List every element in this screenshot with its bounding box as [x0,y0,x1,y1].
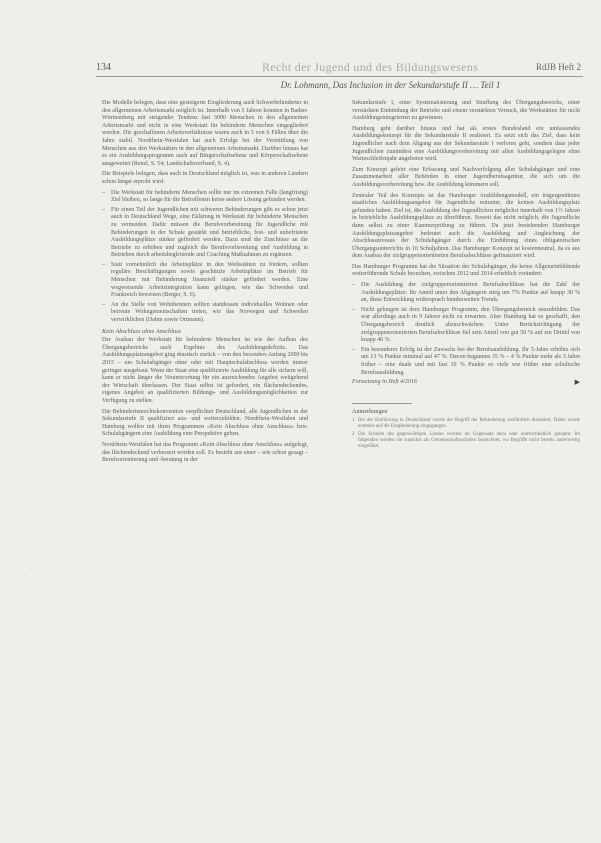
paragraph: Zum Konzept gehört eine Erfassung und Nachverfolgung aller Schulabgänger und eine Zusammenarbeit aller Behörden in einer Jugendberufsagentur, die sich um die Ausbildungsvorbereitung bzw. die Ausbildung kümmern soll. [352,166,580,188]
paragraph: Das Hamburger Programm hat die Situation der Schulabgänger, die keine Allgemeinbildende weiterführende Schule besuchen, zwischen 2012 und 2014 erheblich verändert: [352,263,580,278]
paragraph: Die Modelle belegen, dass eine gesteigerte Eingliederung auch Schwerbehinderter in den allgemeinen Arbeitsmarkt möglich ist. Innerhalb von 5 Jahren konnten in Baden-Württemberg mit steigender Tendenz fast 3000 Menschen in den allgemeinen Arbeitsmarkt und nicht in eine Werkstatt für behinderte Menschen eingegliedert werden. Die geschaffenen Arbeitsverhältnisse waren auch in 5 von 6 Fällen über die Jahre stabil. Nordrhein-Westfalen hat auch Erfolge bei der Vermittlung von Menschen aus den Werkstätten in den allgemeinen Arbeitsmarkt. Darüber hinaus hat es ein Ausbildungsprogramm auch auf Bürgerschaftsebene und Körperschaftsebene ausgeweitet (Renzl, S. 54; Landschaftsverband, S. 4). [102,100,308,167]
footnote [352,418,580,430]
paragraph: Hamburg geht darüber hinaus und hat als erstes Bundesland ein umfassendes Ausbildungskonzept für die Sekundarstufe II realisiert. Es setzt sich das Ziel, dass kein Jugendlicher nach dem Abgang aus der Sekundarstufe I verloren geht, sondern dass jeder Jugendlichen zumindest eine Ausbildungsvorbereitung mit allen Ausbildungsgelegen ohne Warteschleifenjahr angeboten wird. [352,125,580,163]
list-item: – Die Ausbildung der zielgruppenorientierten Berufsabschlüsse hat die Zahl der Ausbildungsplätze: Ihr Anteil unter den Abgängern stieg um 7% Punkte auf knapp 30 % an, diese Entwicklung widersprach bundesweiten Trends. [352,282,580,305]
list-item: – Nicht gelungen ist dem Hamburger Programm, den Übergangsbereich auszubilden. Das war allerdings auch in 9 Jahren nicht zu erwarten. Aber Hamburg hat es geschafft, den Übergangsbereich deutlich abzuschwächen. Unter Berücksichtigung der zielgruppenorientierten Berufsabschlüsse fiel sein Anteil von gut 50 % auf ein Drittel von knapp 40 %. [352,307,580,345]
continuation-row [352,379,580,387]
header-rule [96,76,583,77]
list-item: – Statt vornehmlich die Arbeitsplätze in den Werkstätten zu fördern, sollten reguläre Beschäftigungen sowie geschützte Arbeitsplätze im Betrieb für Menschen mit Behinderung finanziell stärker gefördert werden. Eine wegweisende Arbeitsintegration kann gelingen, wie das Schweden und Frankreich beweisen (Berger, S. 6). [102,262,308,300]
margin-mark: · [24,573,26,579]
paragraph: Der Ausbau der Werkstatt für behinderte Menschen ist wie der Aufbau des Übergangsbereichs auch Ergebnis des Ausbildungsdefizits. Das Ausbildungsplatzangebot ging drastisch zurück – von den besonders Anfang 2000 bis 2015 – um Schulabgänger ohne oder mit Hauptschulabschluss werden immer geringer ausgebaut. Wenn der Staat eine qualifizierte Ausbildung für alle sichern will, kann er nicht länger die Verantwortung für ein ausreichendes Angebot weitgehend der Wirtschaft überlassen. Der Staat selbst ist gefordert, ein flächendeckendes, eigenes Angebot an qualifizierten Bildungs- und Ausbildungsmöglichkeiten zur Verfügung zu stellen. [102,337,308,404]
page-number: 134 [96,62,111,73]
paragraph: Sekundarstufe I, einer Systematisierung und Straffung des Übergangsbereichs, einer verstärkten Einbindung der Betriebe und einem verstärkten Versuch, die Werkstätten für nicht Ausbildungsintegrierten zu gewinnen. [352,100,580,122]
footnote [352,432,580,450]
section-heading: Kein Abschluss ohne Anschluss [102,327,182,335]
paragraph: Nordrhein-Westfalen hat das Programm »Kein Abschluss ohne Anschluss« aufgelegt, das flächendeckend verbessert werden soll. Es besteht aus einer – wie schon gesagt – Berufsorientierung und -beratung in der [102,441,308,464]
list-item: – Für einen Teil der Jugendlichen mit schweren Behinderungen gibt es schon jetzt auch in Deutschland Wege, eine Eklärung in Werkstatt für behinderte Menschen zu vermeiden. Dafür müssen die Berufsvorbereitung für Jugendliche mit Behinderungen in der Schule gestärkt und betriebliche, fest- und unbefristete Ausbildungsplätze stärker gefördert werden. Dazu sind die Zuschüsse an die Betriebe zu erhöhen und zugleich die Berufsvorbereitung und Ausbildung in Betrieben durch arbeitsbegleitende und Coaching Maßnahmen zu ergänzen. [102,207,308,260]
journal-title: Recht der Jugend und des Bildungswesens [262,60,479,74]
list-item: – Die Werkstatt für behinderte Menschen sollte nur im extremen Falle (langfristig) Ziel bleiben, so lange für die Betroffenen keine andere Lösung gefunden werden. [102,190,308,205]
left-column [102,100,308,468]
paragraph: Die Beispiele belegen, dass auch in Deutschland möglich ist, was in anderen Ländern schon längst erprobt wird: [102,171,308,185]
footnote-text: Die Schulen des gegenwärtigen Landes werden im Gegensatz dazu oder unterschiedlich genannt. Im folgenden werden sie zunächst als Gemeinschaftsschulen bezeichnet, wo Begriffe nicht bereits anderweitig eingeführt. [358,432,580,450]
footnote-rule [352,403,412,404]
paragraph: Die Behindertenrechtskonvention verpflichtet Deutschland, alle Jugendlichen in der Sekundarstufe II qualifiziert aus- und weiterzubilden. Nordrhein-Westfalen und Hamburg wollen mit ihren Programmen »Kein Abschluss ohne Anschluss« bzw. Schulabgängern eine Ausbildung eine Perspektive geben. [102,408,308,438]
footnote-number: 2 [352,432,355,438]
right-column [352,100,580,452]
issue-label: RdJB Heft 2 [536,62,581,72]
footnotes-heading: Anmerkungen [352,407,388,415]
list-item: – An die Stelle von Wohnheimen sollten stattdessen individuelles Wohnen oder betreute Wohngemeinschaften treten, wie das Norwegen und Schweden verwirklichen (Dahm sowie Ortmann). [102,302,308,325]
footnote-number: 1 [352,418,355,424]
arrow-right-icon: ▶ [574,378,580,387]
paragraph: Zentraler Teil des Konzepts ist das Hamburger Ausbildungsmodell, ein trägergestütztes staatliches Ausbildungsangebot für Jugendliche mitunter, die keinen Ausbildungsplatz gefunden haben. Ziel ist, die Ausbildung der Jugendlichen möglichst innerhalb von 1½ Jahren in betriebliche Ausbildungsplätze zu überführen. Soweit das nicht möglich, die Jugendliche dann selbst zu einer Kammerprüfung zu führen. Da jetzt bestehenden Hamburger Ausbildungsplatzangebot bedeutet auch die Ausbildung und Angleichung der Abschlussniveaus der Schulabgänger durch die Einführung eines obligatorischen Übergangsunterrichts in 10 Schuljahren. Das Hamburger Konzept ist kostenneutral, da es aus dem Ausbau der zielgruppenorientierten Berufsabschlüsse gefinanziert wird. [352,192,580,260]
list-item: – Ein besonderer Erfolg ist der Zuwachs bei der Berufsausbildung. Ihr 5-Jahre erhöhte sich um 13 % Punkte minimal auf 47 %. Davon begannen 35 % – 4 % Punkte mehr als 3 Jahre früher – eine duale und mit fast 10 % Punkte so viele wie früher eine schulische Berufsausbildung. [352,347,580,377]
continuation-note: Fortsetzung in Heft 4/2016 [352,379,417,386]
running-head: Dr. Lohmann, Das Inclusion in der Sekundarstufe II … Teil 1 [280,80,501,90]
footnote-text: Bei der Einführung in Deutschland wurde der Begriff der Behinderung ausführlich diskutiert. Dabei wurde erstmals auf die Eingliederung eingegangen. [358,418,580,430]
